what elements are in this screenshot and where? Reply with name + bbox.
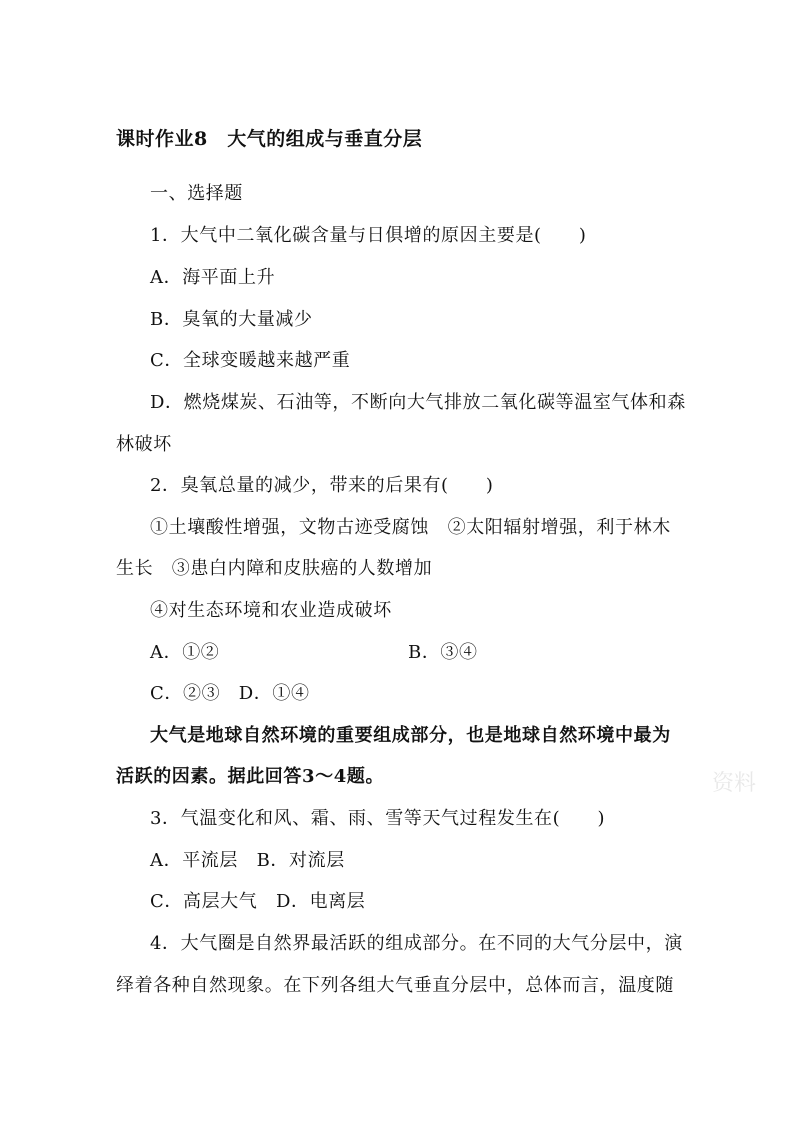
- question-1-option-a: A．海平面上升: [150, 267, 276, 288]
- question-2-option-b: B．③④: [408, 642, 478, 663]
- question-2-statement-3: ④对生态环境和农业造成破坏: [150, 600, 392, 621]
- question-2-options-cd: C．②③ D．①④: [150, 683, 310, 704]
- watermark-text: 资料: [712, 771, 757, 796]
- question-2-option-a: A．①②: [150, 642, 220, 663]
- question-1-option-d-continued: 林破坏: [116, 434, 172, 455]
- material-line-2: 活跃的因素。据此回答3～4题。: [116, 766, 385, 787]
- material-line-1: 大气是地球自然环境的重要组成部分，也是地球自然环境中最为: [150, 725, 671, 746]
- page-title: 课时作业8 大气的组成与垂直分层: [116, 128, 423, 150]
- question-1-option-b: B．臭氧的大量减少: [150, 309, 313, 330]
- section-heading: 一、选择题: [150, 183, 243, 204]
- question-3-options-ab: A．平流层 B．对流层: [150, 850, 345, 871]
- question-1-option-c: C．全球变暖越来越严重: [150, 350, 351, 371]
- question-3-options-cd: C．高层大气 D．电离层: [150, 891, 366, 912]
- question-1-option-d: D．燃烧煤炭、石油等，不断向大气排放二氧化碳等温室气体和森: [150, 392, 686, 413]
- question-2-statement-2: 生长 ③患白内障和皮肤癌的人数增加: [116, 558, 433, 579]
- question-4-line-1: 4．大气圈是自然界最活跃的组成部分。在不同的大气分层中，演: [150, 933, 683, 954]
- question-2-stem: 2．臭氧总量的减少，带来的后果有( ): [150, 475, 494, 496]
- question-4-line-2: 绎着各种自然现象。在下列各组大气垂直分层中，总体而言，温度随: [116, 975, 674, 996]
- question-3-stem: 3．气温变化和风、霜、雨、雪等天气过程发生在( ): [150, 808, 606, 829]
- question-2-statement-1: ①土壤酸性增强，文物古迹受腐蚀 ②太阳辐射增强，利于林木: [150, 517, 671, 538]
- question-1-stem: 1．大气中二氧化碳含量与日俱增的原因主要是( ): [150, 225, 587, 246]
